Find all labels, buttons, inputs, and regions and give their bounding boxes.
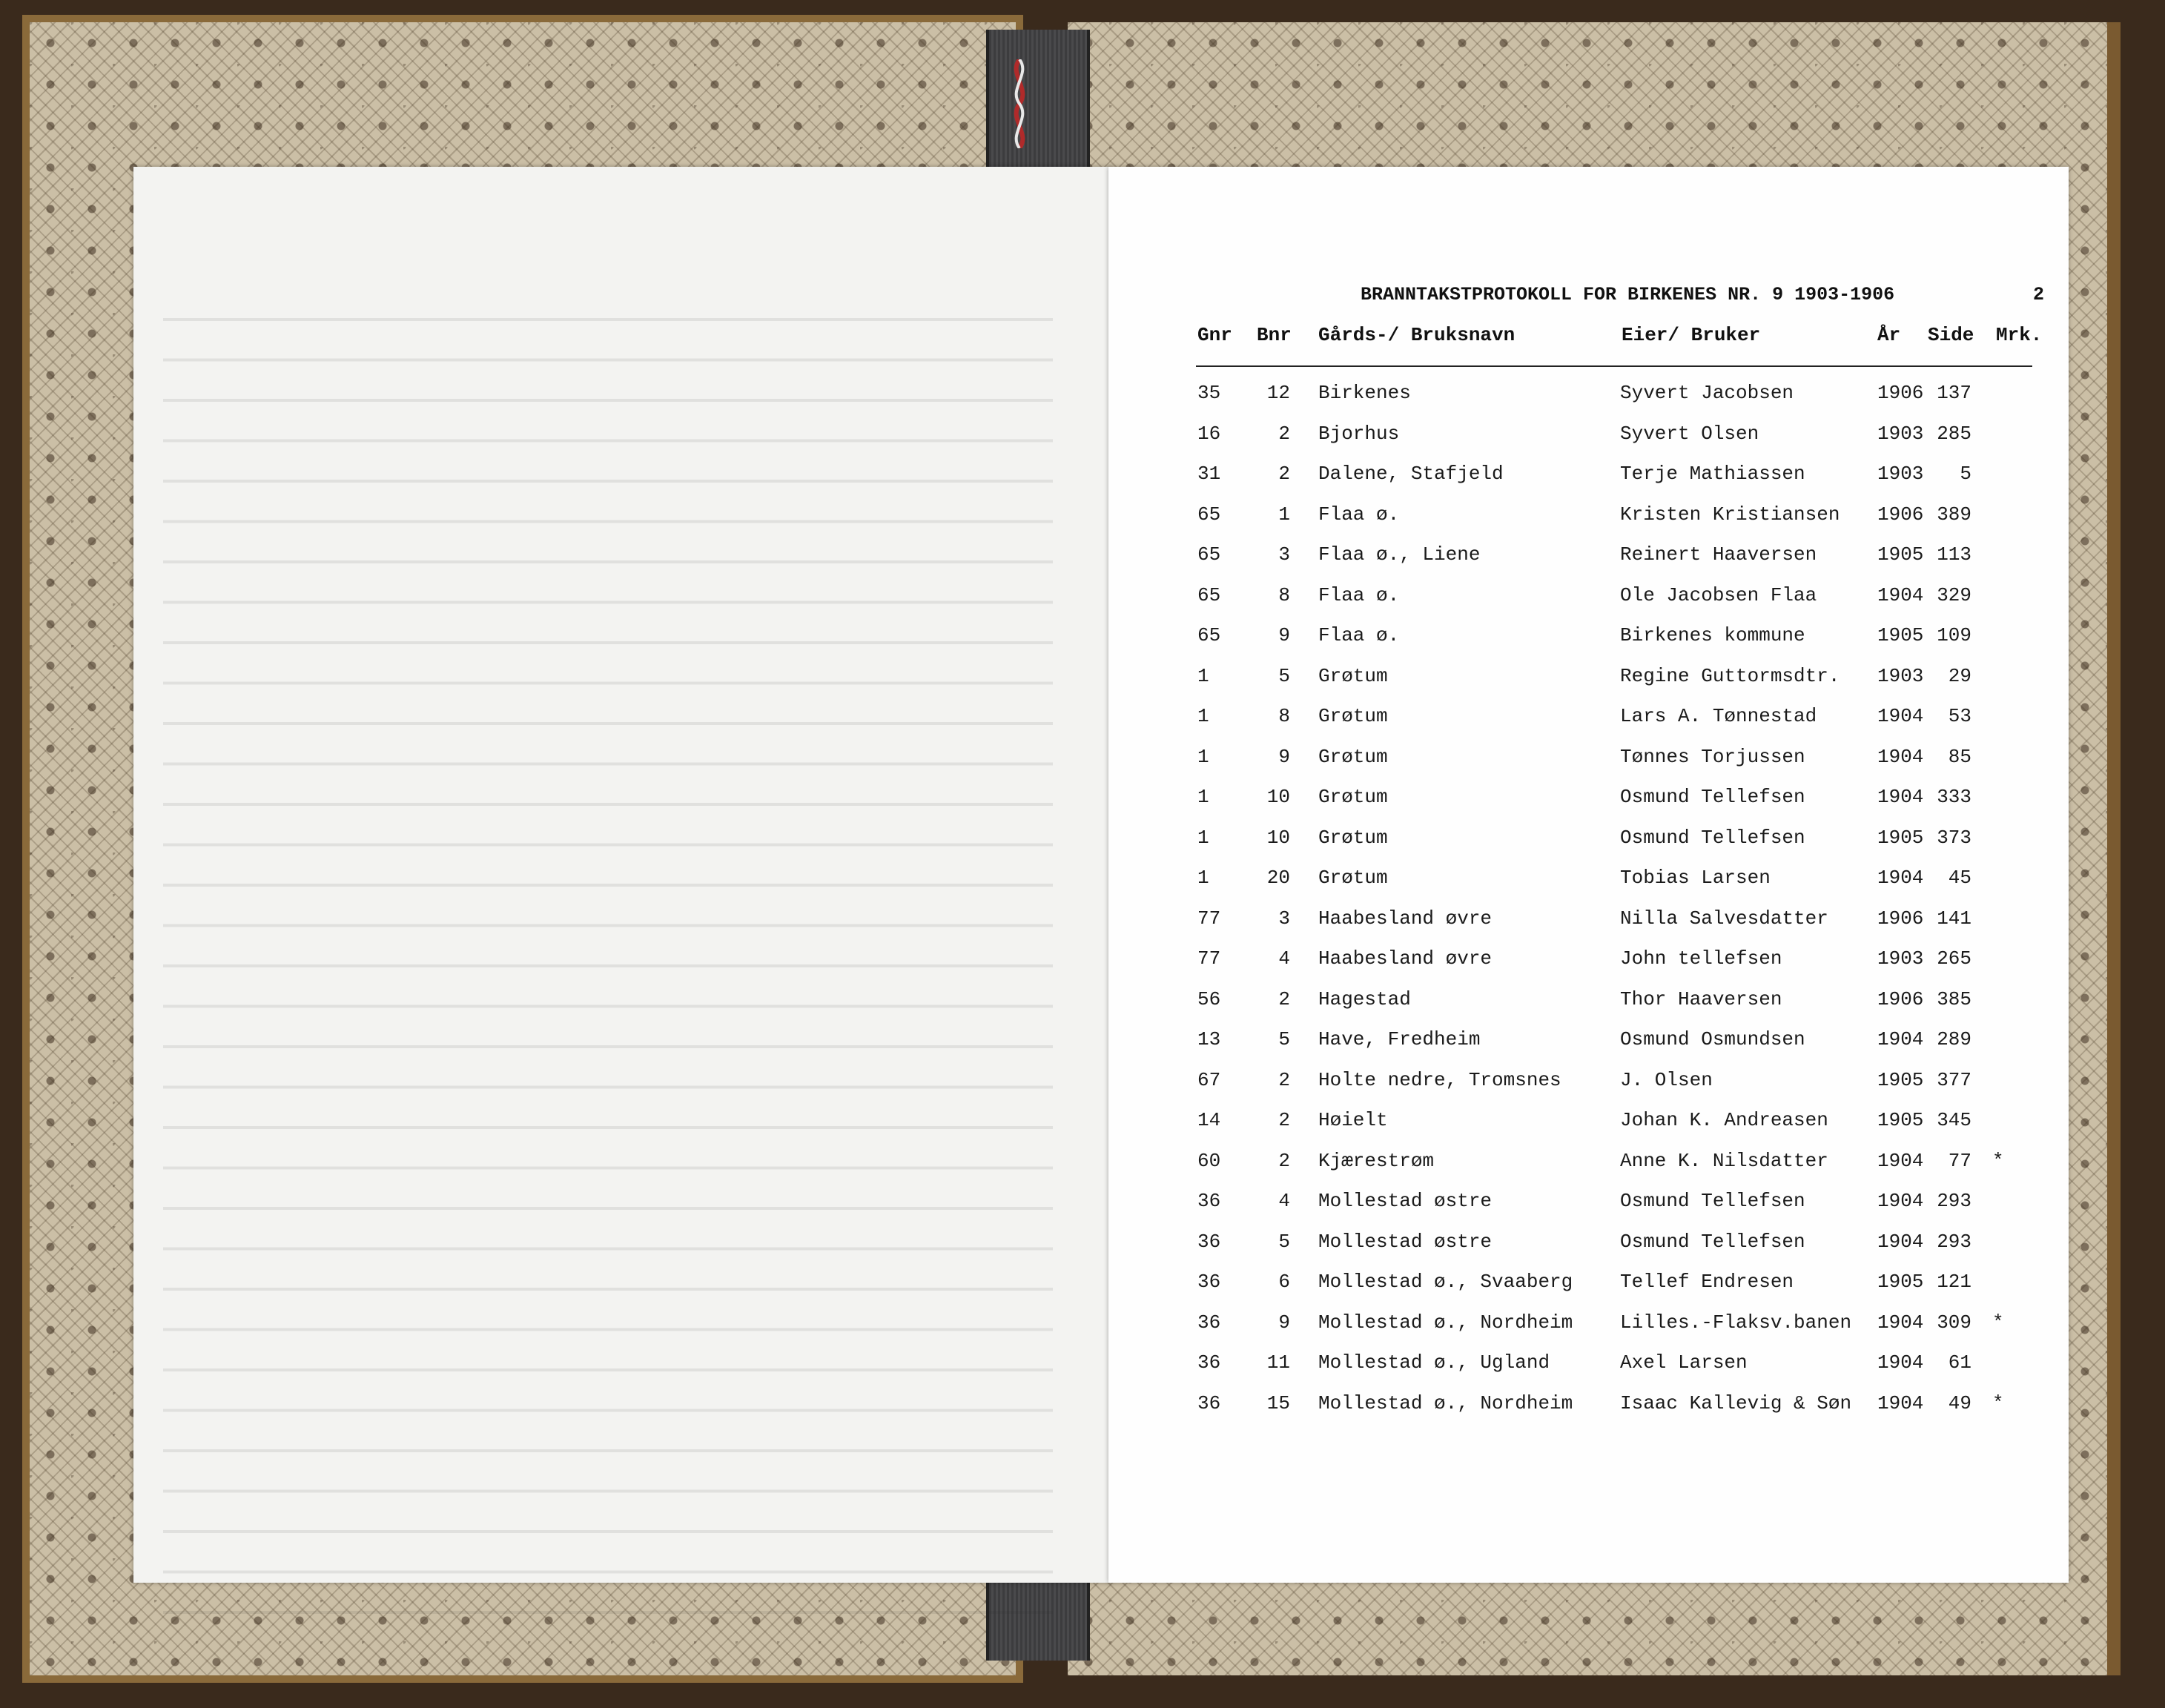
bnr-cell: 8 [1278,583,1290,606]
owner-cell: Osmund Tellefsen [1620,1230,1805,1253]
owner-cell: Reinert Haaversen [1620,543,1817,566]
table-row [1108,463,2069,503]
bnr-cell: 12 [1266,382,1290,404]
year-cell: 1904 [1877,867,1924,889]
gnr-cell: 60 [1197,1149,1221,1172]
year-cell: 1905 [1877,543,1924,566]
table-row [1108,1311,2069,1352]
gnr-cell: 65 [1197,583,1221,606]
bnr-cell: 6 [1278,1271,1290,1293]
page-ref-cell: 285 [1937,422,1971,445]
table-row [1108,988,2069,1029]
page-ref-cell: 345 [1937,1109,1971,1131]
owner-cell: Syvert Jacobsen [1620,382,1794,404]
farm-name-cell: Flaa ø. [1318,624,1400,646]
owner-cell: Syvert Olsen [1620,422,1759,445]
year-cell: 1904 [1877,1391,1924,1414]
mark-cell: * [1992,1311,2004,1334]
gnr-cell: 16 [1197,422,1221,445]
bnr-cell: 5 [1278,1028,1290,1050]
year-cell: 1904 [1877,1311,1924,1334]
owner-cell: Nilla Salvesdatter [1620,907,1828,930]
bnr-cell: 9 [1278,1311,1290,1334]
farm-name-cell: Flaa ø. [1318,583,1400,606]
bnr-cell: 10 [1266,826,1290,849]
gnr-cell: 1 [1197,867,1209,889]
gnr-cell: 1 [1197,705,1209,727]
column-header-eier: Eier/ Bruker [1622,324,1761,346]
page-ref-cell: 121 [1937,1271,1971,1293]
owner-cell: Lilles.-Flaksv.banen [1620,1311,1852,1334]
page-ref-cell: 289 [1937,1028,1971,1050]
year-cell: 1904 [1877,1230,1924,1253]
gnr-cell: 36 [1197,1391,1221,1414]
table-row [1108,423,2069,463]
gnr-cell: 77 [1197,947,1221,970]
gnr-cell: 65 [1197,543,1221,566]
table-row [1108,705,2069,746]
bnr-cell: 5 [1278,664,1290,687]
table-row [1108,1351,2069,1392]
gnr-cell: 36 [1197,1311,1221,1334]
farm-name-cell: Mollestad ø., Nordheim [1318,1391,1573,1414]
year-cell: 1904 [1877,1149,1924,1172]
farm-name-cell: Høielt [1318,1109,1388,1131]
register-page [1108,167,2069,1583]
page-ref-cell: 265 [1937,947,1971,970]
year-cell: 1903 [1877,664,1924,687]
bnr-cell: 2 [1278,987,1290,1010]
column-header-mrk: Mrk. [1996,324,2043,346]
owner-cell: Osmund Tellefsen [1620,1190,1805,1212]
year-cell: 1904 [1877,705,1924,727]
page-ref-cell: 377 [1937,1068,1971,1091]
gnr-cell: 35 [1197,382,1221,404]
bnr-cell: 3 [1278,543,1290,566]
owner-cell: Thor Haaversen [1620,987,1782,1010]
bleed-through-text [163,285,1053,1620]
column-header-bnr: Bnr [1257,324,1292,346]
farm-name-cell: Haabesland øvre [1318,947,1493,970]
owner-cell: Johan K. Andreasen [1620,1109,1828,1131]
table-row [1108,1392,2069,1433]
page-ref-cell: 141 [1937,907,1971,930]
year-cell: 1903 [1877,422,1924,445]
binding-thread-icon [1008,59,1031,148]
owner-cell: Osmund Tellefsen [1620,786,1805,808]
bnr-cell: 1 [1278,503,1290,526]
year-cell: 1904 [1877,745,1924,768]
table-row [1108,1109,2069,1150]
page-ref-cell: 5 [1960,463,1971,485]
owner-cell: Ole Jacobsen Flaa [1620,583,1817,606]
farm-name-cell: Mollestad østre [1318,1230,1493,1253]
table-row [1108,786,2069,827]
year-cell: 1905 [1877,624,1924,646]
bnr-cell: 8 [1278,705,1290,727]
gnr-cell: 36 [1197,1190,1221,1212]
column-header-name: Gårds-/ Bruksnavn [1318,324,1516,346]
table-row [1108,867,2069,907]
table-row [1108,1028,2069,1069]
owner-cell: Tellef Endresen [1620,1271,1794,1293]
gnr-cell: 13 [1197,1028,1221,1050]
farm-name-cell: Mollestad ø., Svaaberg [1318,1271,1573,1293]
owner-cell: Axel Larsen [1620,1351,1748,1374]
bnr-cell: 5 [1278,1230,1290,1253]
farm-name-cell: Grøtum [1318,867,1388,889]
bnr-cell: 9 [1278,745,1290,768]
bnr-cell: 15 [1266,1391,1290,1414]
farm-name-cell: Grøtum [1318,786,1388,808]
farm-name-cell: Mollestad ø., Ugland [1318,1351,1550,1374]
owner-cell: Regine Guttormsdtr. [1620,664,1840,687]
page-ref-cell: 389 [1937,503,1971,526]
table-row [1108,947,2069,988]
table-row [1108,543,2069,584]
page-ref-cell: 373 [1937,826,1971,849]
page-ref-cell: 329 [1937,583,1971,606]
farm-name-cell: Dalene, Stafjeld [1318,463,1504,485]
owner-cell: Tønnes Torjussen [1620,745,1805,768]
bnr-cell: 3 [1278,907,1290,930]
year-cell: 1906 [1877,503,1924,526]
blank-left-page [133,167,1112,1583]
gnr-cell: 31 [1197,463,1221,485]
farm-name-cell: Birkenes [1318,382,1411,404]
page-number: 2 [2033,284,2045,305]
farm-name-cell: Haabesland øvre [1318,907,1493,930]
gnr-cell: 65 [1197,503,1221,526]
gnr-cell: 1 [1197,826,1209,849]
owner-cell: Anne K. Nilsdatter [1620,1149,1828,1172]
year-cell: 1903 [1877,463,1924,485]
gnr-cell: 1 [1197,786,1209,808]
register-table [1108,382,2069,1432]
owner-cell: Osmund Tellefsen [1620,826,1805,849]
farm-name-cell: Bjorhus [1318,422,1400,445]
table-row [1108,624,2069,665]
header-divider [1196,365,2032,367]
owner-cell: Terje Mathiassen [1620,463,1805,485]
table-row [1108,1190,2069,1231]
table-row [1108,382,2069,423]
year-cell: 1904 [1877,786,1924,808]
owner-cell: Birkenes kommune [1620,624,1805,646]
page-ref-cell: 77 [1948,1149,1971,1172]
owner-cell: John tellefsen [1620,947,1782,970]
farm-name-cell: Kjærestrøm [1318,1149,1435,1172]
farm-name-cell: Grøtum [1318,745,1388,768]
page-ref-cell: 49 [1948,1391,1971,1414]
mark-cell: * [1992,1149,2004,1172]
page-ref-cell: 113 [1937,543,1971,566]
column-header-aar: År [1877,324,1901,346]
year-cell: 1906 [1877,382,1924,404]
bnr-cell: 2 [1278,422,1290,445]
page-ref-cell: 309 [1937,1311,1971,1334]
column-header-gnr: Gnr [1197,324,1232,346]
year-cell: 1904 [1877,1351,1924,1374]
gnr-cell: 67 [1197,1068,1221,1091]
table-row [1108,907,2069,948]
year-cell: 1905 [1877,826,1924,849]
year-cell: 1906 [1877,907,1924,930]
farm-name-cell: Mollestad ø., Nordheim [1318,1311,1573,1334]
year-cell: 1904 [1877,1028,1924,1050]
page-ref-cell: 53 [1948,705,1971,727]
bnr-cell: 4 [1278,1190,1290,1212]
gnr-cell: 36 [1197,1351,1221,1374]
gnr-cell: 14 [1197,1109,1221,1131]
farm-name-cell: Hagestad [1318,987,1411,1010]
year-cell: 1904 [1877,583,1924,606]
bnr-cell: 2 [1278,1068,1290,1091]
page-ref-cell: 29 [1948,664,1971,687]
gnr-cell: 1 [1197,745,1209,768]
owner-cell: Lars A. Tønnestad [1620,705,1817,727]
bnr-cell: 2 [1278,463,1290,485]
farm-name-cell: Grøtum [1318,826,1388,849]
owner-cell: Osmund Osmundsen [1620,1028,1805,1050]
gnr-cell: 36 [1197,1230,1221,1253]
farm-name-cell: Flaa ø. [1318,503,1400,526]
page-ref-cell: 293 [1937,1230,1971,1253]
table-row [1108,1271,2069,1311]
page-ref-cell: 137 [1937,382,1971,404]
farm-name-cell: Flaa ø., Liene [1318,543,1481,566]
year-cell: 1903 [1877,947,1924,970]
farm-name-cell: Holte nedre, Tromsnes [1318,1068,1561,1091]
gnr-cell: 36 [1197,1271,1221,1293]
year-cell: 1905 [1877,1109,1924,1131]
page-ref-cell: 61 [1948,1351,1971,1374]
owner-cell: Tobias Larsen [1620,867,1771,889]
page-ref-cell: 45 [1948,867,1971,889]
table-row [1108,503,2069,544]
year-cell: 1904 [1877,1190,1924,1212]
owner-cell: Kristen Kristiansen [1620,503,1840,526]
page-ref-cell: 385 [1937,987,1971,1010]
column-header-side: Side [1928,324,1974,346]
table-row [1108,827,2069,867]
page-ref-cell: 109 [1937,624,1971,646]
gnr-cell: 65 [1197,624,1221,646]
table-row [1108,1150,2069,1191]
gnr-cell: 77 [1197,907,1221,930]
page-ref-cell: 333 [1937,786,1971,808]
bnr-cell: 4 [1278,947,1290,970]
bnr-cell: 20 [1266,867,1290,889]
farm-name-cell: Grøtum [1318,664,1388,687]
bnr-cell: 9 [1278,624,1290,646]
farm-name-cell: Mollestad østre [1318,1190,1493,1212]
page-title: BRANNTAKSTPROTOKOLL FOR BIRKENES NR. 9 1903-1906 [1361,284,1895,305]
table-row [1108,746,2069,787]
farm-name-cell: Grøtum [1318,705,1388,727]
farm-name-cell: Have, Fredheim [1318,1028,1481,1050]
page-ref-cell: 293 [1937,1190,1971,1212]
bnr-cell: 10 [1266,786,1290,808]
year-cell: 1906 [1877,987,1924,1010]
bnr-cell: 11 [1266,1351,1290,1374]
gnr-cell: 56 [1197,987,1221,1010]
year-cell: 1905 [1877,1068,1924,1091]
table-row [1108,665,2069,706]
bnr-cell: 2 [1278,1149,1290,1172]
owner-cell: J. Olsen [1620,1068,1713,1091]
bnr-cell: 2 [1278,1109,1290,1131]
mark-cell: * [1992,1391,2004,1414]
table-row [1108,584,2069,625]
table-row [1108,1069,2069,1110]
year-cell: 1905 [1877,1271,1924,1293]
table-row [1108,1231,2069,1271]
gnr-cell: 1 [1197,664,1209,687]
owner-cell: Isaac Kallevig & Søn [1620,1391,1852,1414]
page-ref-cell: 85 [1948,745,1971,768]
